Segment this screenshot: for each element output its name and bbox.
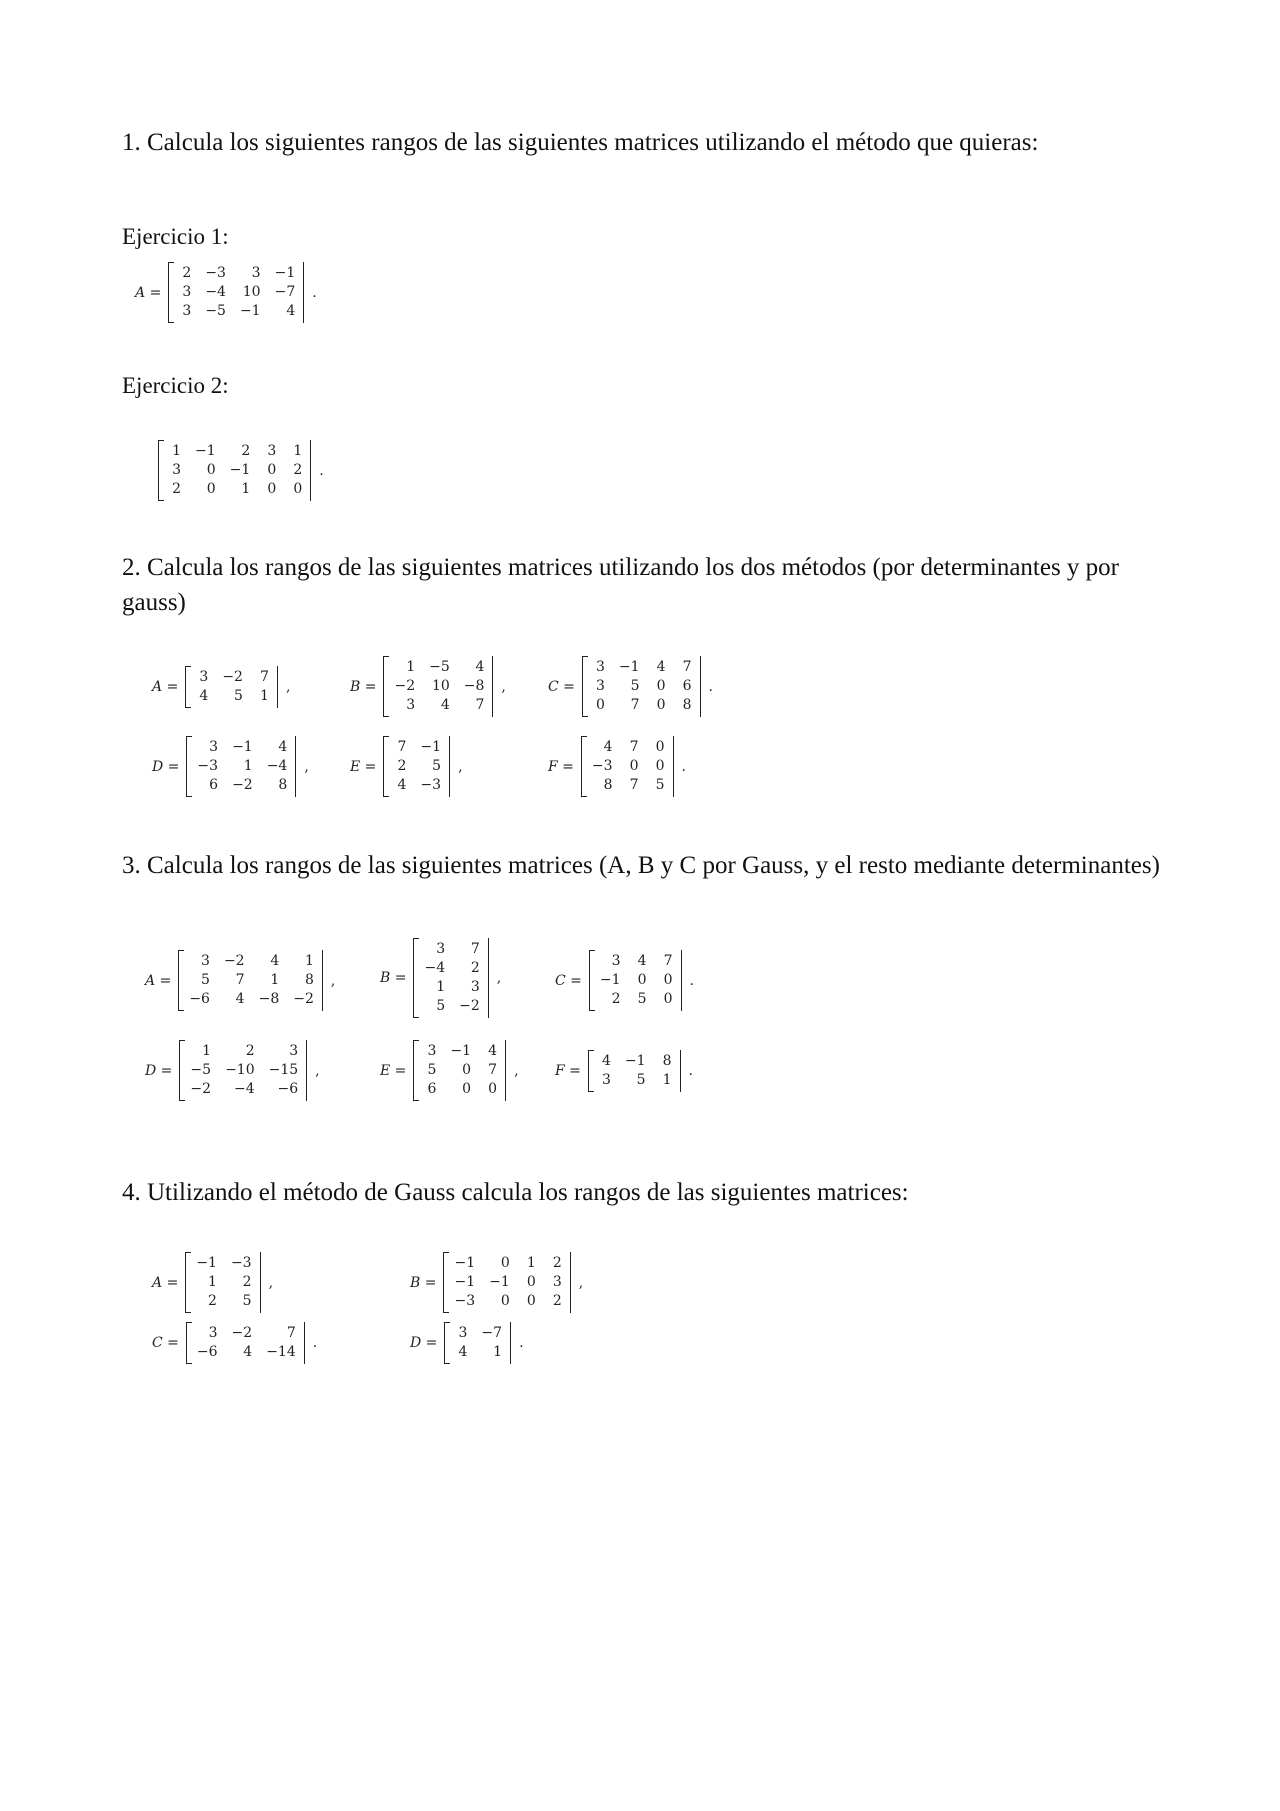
matrix-name-letter: A — [152, 679, 163, 695]
matrix-cell: −15 — [268, 1062, 299, 1078]
matrix-punctuation: . — [688, 1063, 693, 1079]
matrix-cell: 3 — [458, 1325, 468, 1341]
matrix-cell: 5 — [436, 998, 446, 1014]
matrix-cell: 7 — [470, 941, 480, 957]
matrix-cell: 1 — [304, 953, 314, 969]
matrix-cell: 4 — [475, 659, 485, 675]
matrix-q3E — [380, 1040, 519, 1101]
matrix-cell: 0 — [462, 1062, 472, 1078]
matrix-cell: 4 — [603, 739, 613, 755]
matrix-q3D — [145, 1040, 320, 1101]
matrix-body — [588, 1050, 681, 1092]
matrix-cell: 0 — [206, 462, 216, 478]
matrix-punctuation: . — [312, 284, 317, 301]
equals-sign: = — [155, 972, 172, 989]
matrix-cell: −1 — [196, 1255, 217, 1271]
matrix-cell: −1 — [599, 972, 621, 988]
equals-sign: = — [145, 284, 162, 301]
matrix-cell: 7 — [235, 972, 245, 988]
matrix-cell: 4 — [458, 1344, 468, 1360]
matrix-body — [443, 1252, 570, 1313]
matrix-cell: 3 — [552, 1274, 562, 1290]
matrix-cell: 1 — [436, 979, 446, 995]
equals-sign: = — [162, 1335, 179, 1351]
matrix-cell: 10 — [431, 678, 450, 694]
matrix-cell: −1 — [195, 443, 216, 459]
matrix-cell: −2 — [459, 998, 480, 1014]
matrix-body — [383, 656, 493, 717]
matrix-name — [152, 1335, 179, 1351]
matrix-cell: 0 — [526, 1274, 536, 1290]
matrix-cell: 0 — [267, 462, 277, 478]
matrix-cell: 3 — [209, 739, 219, 755]
matrix-cell: 6 — [427, 1081, 437, 1097]
matrix-q4A — [152, 1252, 273, 1313]
matrix-body — [581, 736, 674, 797]
question-4-title: 4. Utilizando el método de Gauss calcula los rangos de las siguientes matrices: — [122, 1179, 909, 1206]
matrix-body — [179, 1040, 307, 1101]
matrix-cell: 3 — [208, 1325, 218, 1341]
matrix-cell: 4 — [656, 659, 666, 675]
matrix-cell: 1 — [293, 443, 303, 459]
matrix-cell: −1 — [454, 1255, 476, 1271]
exercise-1-label: Ejercicio 1: — [122, 224, 229, 249]
matrix-cell: 3 — [406, 697, 416, 713]
matrix-cell: −2 — [190, 1081, 212, 1097]
matrix-cell: 0 — [526, 1293, 536, 1309]
matrix-name-letter: B — [350, 678, 361, 695]
matrix-name-letter: C — [548, 678, 559, 695]
matrix-cell: 0 — [267, 481, 277, 497]
matrix-punctuation: , — [304, 758, 309, 775]
matrix-cell: −2 — [231, 1325, 253, 1341]
matrix-name-letter: C — [555, 972, 566, 989]
matrix-punctuation: . — [519, 1335, 524, 1351]
matrix-cell: −1 — [239, 303, 261, 319]
matrix-cell: 7 — [629, 777, 639, 793]
matrix-cell: 0 — [462, 1081, 472, 1097]
matrix-cell: −1 — [450, 1043, 472, 1059]
matrix-name-letter: B — [410, 1274, 421, 1291]
matrix-cell: 1 — [208, 1274, 217, 1290]
matrix-cell: 3 — [595, 678, 605, 694]
matrix-q4B — [410, 1252, 583, 1313]
matrix-punctuation: . — [689, 972, 694, 989]
matrix-cell: 5 — [655, 777, 665, 793]
matrix-cell: 5 — [242, 1293, 252, 1309]
matrix-cell: 5 — [427, 1062, 437, 1078]
matrix-body — [186, 736, 296, 797]
matrix-cell: 2 — [182, 265, 192, 281]
matrix-name — [152, 1275, 178, 1291]
equals-sign: = — [162, 679, 179, 695]
question-1-title: 1. Calcula los siguientes rangos de las siguientes matrices utilizando el método que quieras: — [122, 129, 1039, 156]
matrix-body — [589, 950, 682, 1011]
matrix-punctuation: , — [578, 1274, 584, 1291]
matrix-cell: 5 — [201, 972, 210, 988]
matrix-cell: 4 — [235, 991, 245, 1007]
matrix-cell: 0 — [663, 991, 673, 1007]
matrix-cell: −1 — [274, 265, 296, 281]
matrix-name — [145, 973, 171, 989]
matrix-cell: 7 — [260, 669, 269, 685]
matrix-body — [413, 1040, 506, 1101]
equals-sign: = — [162, 1274, 179, 1291]
matrix-cell: 5 — [432, 758, 442, 774]
matrix-name-letter: A — [152, 1274, 163, 1291]
matrix-name-letter: B — [380, 970, 391, 986]
matrix-cell: 7 — [682, 659, 692, 675]
matrix-cell: 2 — [245, 1043, 255, 1059]
matrix-cell: 8 — [662, 1053, 672, 1069]
matrix-cell: 5 — [234, 688, 243, 704]
matrix-punctuation: . — [312, 1335, 318, 1351]
matrix-cell: 4 — [397, 777, 407, 793]
matrix-q2F — [548, 736, 686, 797]
matrix-cell: 1 — [662, 1072, 672, 1088]
matrix-cell: 0 — [656, 678, 666, 694]
matrix-cell: 3 — [251, 265, 261, 281]
matrix-cell: −1 — [624, 1053, 646, 1069]
matrix-cell: −5 — [190, 1062, 212, 1078]
matrix-body — [413, 938, 488, 1018]
matrix-name — [350, 679, 376, 695]
matrix-cell: 3 — [199, 669, 209, 685]
matrix-name-letter: D — [145, 1062, 157, 1079]
matrix-punctuation: . — [708, 678, 713, 695]
matrix-cell: 3 — [182, 284, 192, 300]
matrix-cell: 2 — [470, 960, 480, 976]
matrix-name — [350, 759, 376, 775]
matrix-cell: −2 — [222, 669, 243, 685]
matrix-name-letter: C — [152, 1335, 163, 1351]
matrix-cell: 1 — [202, 1043, 212, 1059]
matrix-q2C — [548, 656, 713, 717]
matrix-cell: 7 — [663, 953, 673, 969]
matrix-name — [410, 1275, 436, 1291]
matrix-cell: −8 — [258, 991, 280, 1007]
matrix-cell: 1 — [243, 758, 253, 774]
matrix-cell: 4 — [199, 688, 209, 704]
matrix-cell: 2 — [242, 1274, 252, 1290]
matrix-cell: 0 — [655, 739, 665, 755]
matrix-cell: 3 — [267, 443, 277, 459]
matrix-cell: 8 — [603, 777, 613, 793]
matrix-body — [186, 1322, 305, 1364]
matrix-cell: 3 — [289, 1043, 299, 1059]
matrix-cell: −6 — [196, 1344, 218, 1360]
equals-sign: = — [558, 678, 575, 695]
matrix-name — [548, 679, 575, 695]
matrix-cell: −7 — [274, 284, 296, 300]
matrix-body — [444, 1322, 511, 1364]
equals-sign: = — [557, 758, 574, 775]
matrix-cell: 8 — [304, 972, 314, 988]
matrix-body — [178, 950, 323, 1011]
matrix-cell: 1 — [406, 659, 416, 675]
matrix-punctuation: . — [681, 758, 686, 775]
equals-sign: = — [360, 678, 377, 695]
matrix-q3B — [380, 938, 501, 1018]
matrix-name-letter: E — [380, 1062, 391, 1079]
matrix-body — [383, 736, 450, 797]
matrix-cell: 1 — [172, 443, 181, 459]
matrix-cell: 3 — [172, 462, 181, 478]
matrix-cell: 4 — [270, 953, 280, 969]
matrix-q4C — [152, 1322, 317, 1364]
matrix-cell: −3 — [197, 758, 219, 774]
matrix-cell: 8 — [278, 777, 288, 793]
matrix-cell: 8 — [682, 697, 692, 713]
matrix-cell: −7 — [481, 1325, 503, 1341]
matrix-cell: 0 — [293, 481, 303, 497]
matrix-q3F — [555, 1050, 693, 1092]
matrix-q4D — [410, 1322, 524, 1364]
matrix-cell: −3 — [205, 265, 226, 281]
matrix-cell: 0 — [500, 1293, 510, 1309]
matrix-cell: 1 — [241, 481, 251, 497]
matrix-cell: −5 — [205, 303, 226, 319]
matrix-cell: 7 — [488, 1062, 498, 1078]
matrix-cell: 6 — [209, 777, 219, 793]
matrix-punctuation: , — [330, 972, 336, 989]
matrix-cell: −1 — [454, 1274, 476, 1290]
matrix-cell: 4 — [488, 1043, 498, 1059]
matrix-punctuation: , — [315, 1062, 320, 1079]
matrix-cell: 3 — [182, 303, 192, 319]
matrix-cell: 0 — [663, 972, 673, 988]
matrix-cell: −4 — [266, 758, 288, 774]
matrix-cell: 2 — [241, 443, 251, 459]
matrix-cell: −1 — [229, 462, 251, 478]
matrix-cell: −3 — [230, 1255, 252, 1271]
matrix-name — [152, 679, 178, 695]
matrix-q2E — [350, 736, 463, 797]
matrix-name-letter: A — [135, 284, 146, 301]
matrix-cell: 0 — [655, 758, 665, 774]
matrix-cell: −10 — [225, 1062, 255, 1078]
matrix-punctuation: , — [501, 678, 506, 695]
matrix-cell: 0 — [637, 972, 647, 988]
matrix-cell: 1 — [493, 1344, 503, 1360]
matrix-name-letter: F — [555, 1063, 565, 1079]
matrix-name-letter: D — [410, 1335, 422, 1351]
matrix-cell: −4 — [424, 960, 446, 976]
matrix-name — [410, 1335, 437, 1351]
matrix-cell: −2 — [232, 777, 253, 793]
matrix-name-letter: F — [548, 758, 558, 775]
equals-sign: = — [156, 1062, 173, 1079]
matrix-q2A — [152, 666, 290, 708]
matrix-cell: 5 — [637, 991, 647, 1007]
matrix-q1A — [135, 262, 317, 323]
matrix-cell: 7 — [629, 739, 639, 755]
equals-sign: = — [420, 1274, 437, 1291]
matrix-cell: 4 — [243, 1344, 253, 1360]
matrix-punctuation: . — [319, 462, 324, 479]
matrix-cell: 0 — [629, 758, 639, 774]
matrix-q2B — [350, 656, 506, 717]
matrix-cell: 3 — [601, 1072, 611, 1088]
matrix-cell: 7 — [286, 1325, 296, 1341]
matrix-cell: 2 — [397, 758, 407, 774]
matrix-cell: −6 — [277, 1081, 299, 1097]
matrix-cell: 5 — [636, 1072, 646, 1088]
matrix-cell: −5 — [429, 659, 450, 675]
matrix-cell: −1 — [420, 739, 442, 755]
matrix-cell: −8 — [463, 678, 485, 694]
matrix-body — [185, 666, 278, 708]
matrix-body — [185, 1252, 260, 1313]
matrix-punctuation: , — [496, 970, 502, 986]
matrix-name — [380, 1063, 406, 1079]
equals-sign: = — [564, 1063, 581, 1079]
matrix-cell: −3 — [591, 758, 613, 774]
matrix-cell: −2 — [293, 991, 314, 1007]
question-3-title: 3. Calcula los rangos de las siguientes matrices (A, B y C por Gauss, y el resto mediante determinantes) — [122, 852, 1160, 879]
matrix-cell: 2 — [293, 462, 303, 478]
matrix-cell: −3 — [420, 777, 442, 793]
matrix-body — [582, 656, 701, 717]
matrix-cell: 7 — [630, 697, 640, 713]
matrix-name — [548, 759, 574, 775]
matrix-cell: 0 — [488, 1081, 498, 1097]
matrix-q2D — [152, 736, 309, 797]
matrix-cell: −4 — [205, 284, 226, 300]
matrix-cell: 2 — [208, 1293, 217, 1309]
matrix-name — [380, 970, 406, 986]
matrix-cell: −14 — [266, 1344, 296, 1360]
matrix-cell: −1 — [232, 739, 253, 755]
matrix-cell: 10 — [242, 284, 261, 300]
matrix-cell: 3 — [611, 953, 621, 969]
matrix-cell: −4 — [233, 1081, 255, 1097]
matrix-name-letter: D — [152, 758, 164, 775]
matrix-name — [135, 285, 161, 301]
question-2-title: 2. Calcula los rangos de las siguientes matrices utilizando los dos métodos (por determinantes y por gauss) — [122, 554, 1120, 616]
matrix-cell: 1 — [270, 972, 280, 988]
matrix-cell: 3 — [595, 659, 605, 675]
equals-sign: = — [390, 970, 407, 986]
matrix-punctuation: , — [268, 1274, 274, 1291]
matrix-cell: −1 — [618, 659, 640, 675]
matrix-name-letter: A — [145, 972, 156, 989]
matrix-cell: −2 — [394, 678, 416, 694]
matrix-cell: 0 — [656, 697, 666, 713]
matrix-q3C — [555, 950, 694, 1011]
matrix-punctuation: , — [285, 679, 291, 695]
matrix-name — [555, 973, 582, 989]
matrix-cell: 4 — [637, 953, 647, 969]
matrix-cell: 4 — [278, 739, 288, 755]
matrix-cell: −2 — [223, 953, 245, 969]
equals-sign: = — [421, 1335, 438, 1351]
matrix-cell: −6 — [189, 991, 210, 1007]
matrix-name — [555, 1063, 581, 1079]
matrix-cell: 0 — [595, 697, 605, 713]
matrix-cell: 7 — [397, 739, 407, 755]
matrix-body — [158, 440, 311, 501]
matrix-cell: 1 — [260, 688, 269, 704]
matrix-cell: −1 — [489, 1274, 510, 1290]
exercise-2-label: Ejercicio 2: — [122, 373, 229, 398]
equals-sign: = — [390, 1062, 407, 1079]
matrix-cell: 3 — [201, 953, 210, 969]
matrix-cell: 4 — [440, 697, 450, 713]
matrix-cell: 3 — [470, 979, 480, 995]
matrix-cell: 2 — [611, 991, 621, 1007]
equals-sign: = — [163, 758, 180, 775]
matrix-cell: 7 — [475, 697, 485, 713]
matrix-cell: −3 — [454, 1293, 476, 1309]
matrix-q1B — [158, 440, 324, 501]
matrix-body — [168, 262, 304, 323]
matrix-cell: 4 — [286, 303, 296, 319]
equals-sign: = — [565, 972, 582, 989]
matrix-cell: 5 — [630, 678, 640, 694]
matrix-cell: 3 — [427, 1043, 437, 1059]
matrix-cell: 6 — [682, 678, 692, 694]
matrix-cell: 2 — [552, 1293, 562, 1309]
matrix-cell: 1 — [526, 1255, 536, 1271]
matrix-name-letter: E — [350, 758, 361, 775]
matrix-cell: 0 — [500, 1255, 510, 1271]
matrix-cell: 2 — [552, 1255, 562, 1271]
matrix-cell: 0 — [206, 481, 216, 497]
matrix-name — [152, 759, 179, 775]
matrix-name — [145, 1063, 172, 1079]
matrix-punctuation: , — [458, 758, 463, 775]
matrix-cell: 4 — [601, 1053, 611, 1069]
equals-sign: = — [360, 758, 377, 775]
matrix-q3A — [145, 950, 335, 1011]
matrix-cell: 3 — [436, 941, 446, 957]
matrix-punctuation: , — [514, 1062, 519, 1079]
matrix-cell: 2 — [172, 481, 181, 497]
